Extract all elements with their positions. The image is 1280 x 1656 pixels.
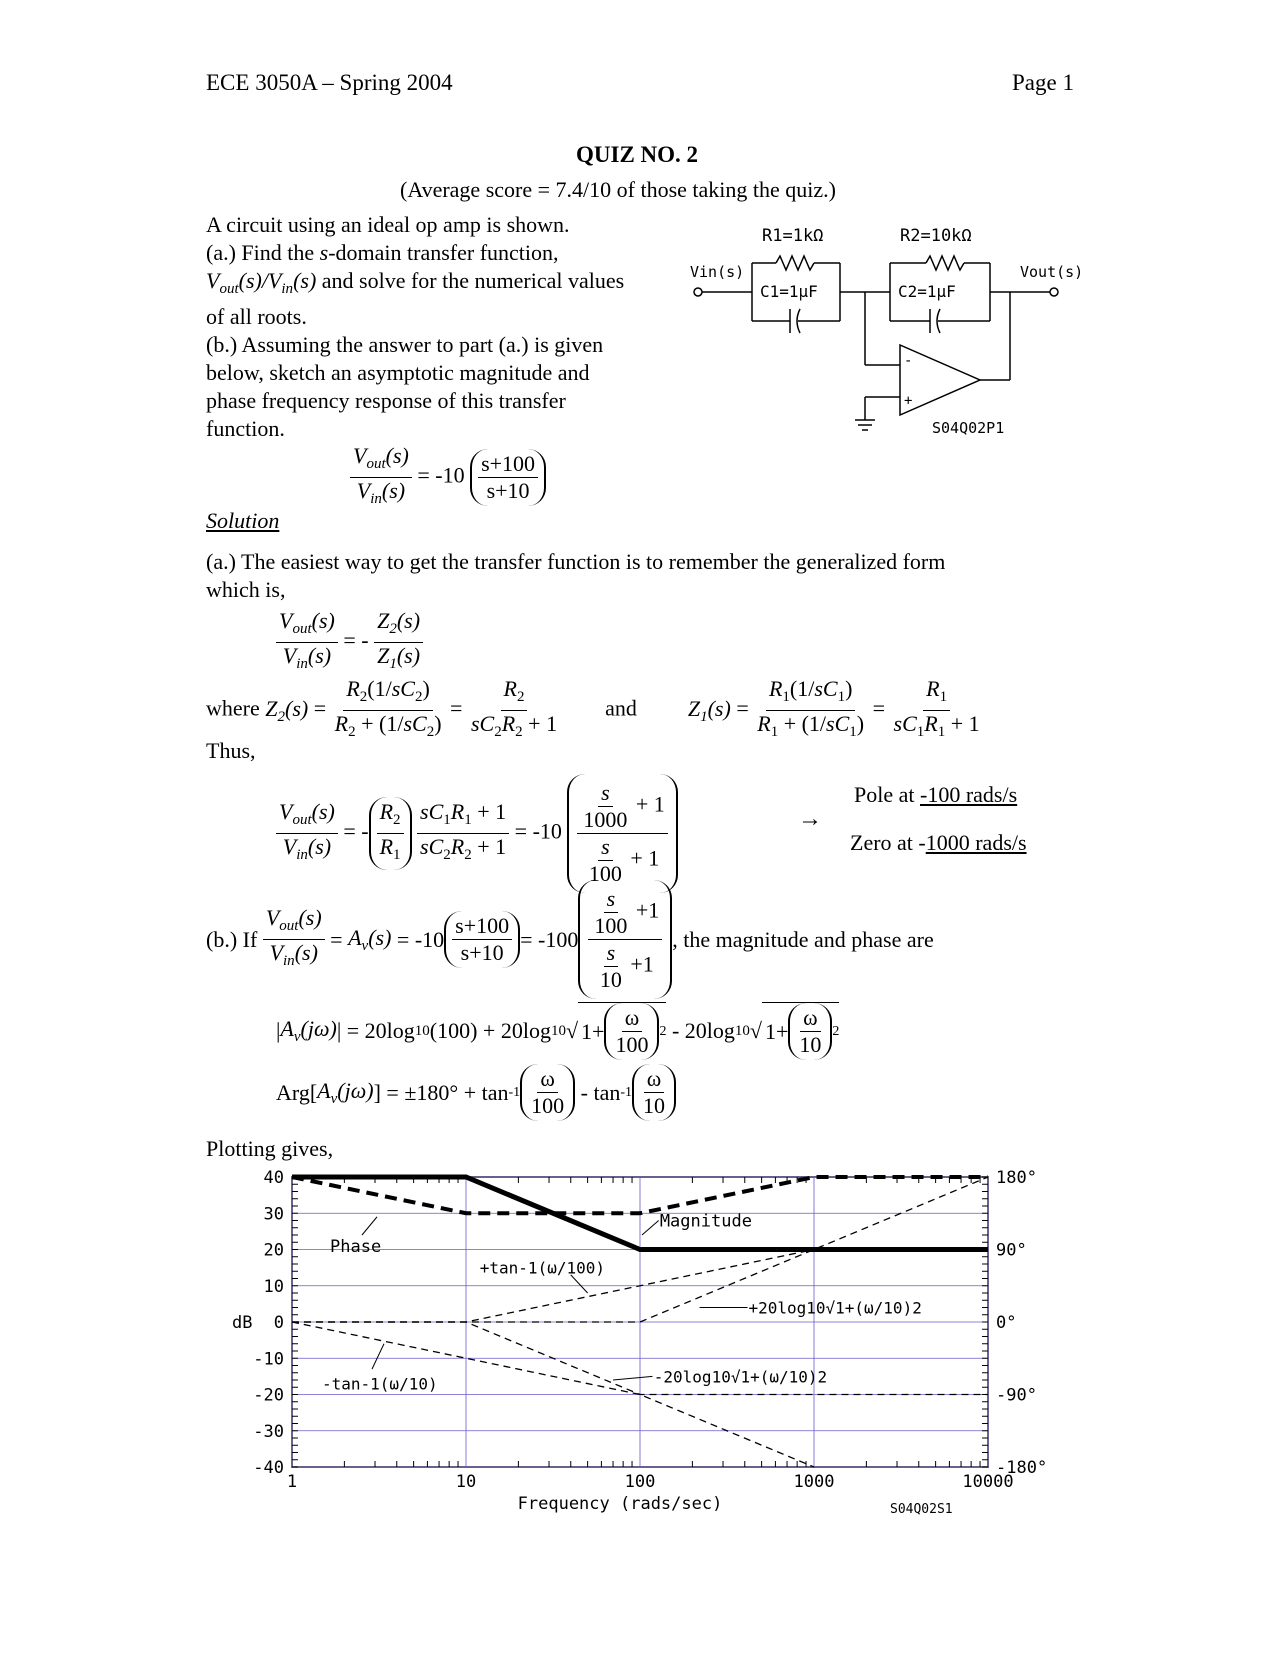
- y-tick-label: 10: [263, 1276, 284, 1297]
- generalized-form-eq: $\frac{V_{out}(s)}{V_{in}(s)}$ = - $\frac{Z_2(s)}{Z_1(s)}$: [276, 608, 423, 677]
- impedance-eq: where $Z_2(s)$ = $\frac{R_2(1/sC_2)}{R_2 + (1/sC_2)}$ = $\frac{R_2}{sC_2R_2 + 1}$ and $Z_1(s)$ = $\frac{R_1(1/sC_1)}{R_1 + (1/sC_1)}$ = $\frac{R_1}{sC_1R_1 + 1}$: [206, 676, 980, 740]
- bode-plot: [220, 1165, 1060, 1525]
- label-tan100: +tan-1(ω/100): [479, 1258, 606, 1278]
- arrow: →: [798, 806, 822, 832]
- thus-label: Thus,: [206, 738, 256, 763]
- opamp-minus: -: [904, 353, 913, 369]
- course-header: ECE 3050A – Spring 2004: [206, 70, 453, 95]
- y2-tick-label: -180°: [996, 1458, 1048, 1478]
- part-b-eq: (b.) If $\frac{V_{out}(s)}{V_{in}(s)}$ = $A_v(s)$ = -10 $\frac{s+100}{s+10}$ = -100 $\frac{s}{100}$ +1 $\frac{s}{10}$ +1 , the magnitude and phase are: [206, 880, 934, 999]
- y-tick-label: -20: [253, 1385, 284, 1406]
- phase-eq: Arg[ $A_v(j\omega)$ ] = ±180° + tan -1 $\frac{\omega}{100}$ - tan -1 $\frac{\omega}{10}$: [276, 1064, 676, 1121]
- solution-heading: Solution: [206, 508, 280, 533]
- label-pointer: [372, 1344, 384, 1369]
- chart-watermark: S04Q02S1: [890, 1502, 953, 1517]
- y2-tick-label: -90°: [996, 1385, 1037, 1406]
- label-phase: Phase: [330, 1236, 382, 1257]
- x-tick-label: 10000: [962, 1472, 1014, 1492]
- r1-label: R1=1kΩ: [762, 226, 824, 246]
- y2-tick-label: 90°: [996, 1240, 1027, 1261]
- x-tick-label: 100: [624, 1472, 656, 1492]
- y-tick-label: 20: [263, 1240, 284, 1261]
- circuit-tag: S04Q02P1: [932, 419, 1005, 437]
- plotting-label: Plotting gives,: [206, 1136, 334, 1161]
- given-transfer-function: $\frac{V_{out}(s)}{V_{in}(s)}$ = -10 $\frac{s+100}{s+10}$: [350, 443, 546, 512]
- y-tick-label: -10: [253, 1349, 284, 1370]
- y-tick-label: -40: [253, 1458, 284, 1478]
- pole-result: Pole at -100 rads/s: [854, 782, 1018, 807]
- label-pointer: [613, 1376, 652, 1380]
- label-minus20log: -20log10√1+(ω/10)2: [653, 1367, 828, 1387]
- y2-tick-label: 180°: [996, 1168, 1037, 1188]
- page-number: Page 1: [1012, 70, 1074, 95]
- label-magnitude: Magnitude: [659, 1211, 752, 1232]
- x-tick-label: 1000: [793, 1472, 835, 1492]
- opamp-plus: +: [904, 393, 913, 409]
- y2-tick-label: 0°: [996, 1313, 1017, 1333]
- vout-label: Vout(s): [1020, 263, 1084, 281]
- label-pointer: [642, 1221, 659, 1236]
- c1-label: C1=1μF: [760, 282, 818, 301]
- x-axis-label: Frequency (rads/sec): [517, 1494, 723, 1514]
- vin-label: Vin(s): [690, 263, 745, 281]
- magnitude-eq: | $A_v(j\omega)$ | = 20log 10 (100) + 20log 10 √ 1+ $\frac{\omega}{100}$ 2 - 20log 10 √ 1+ $\frac{\omega}{10}$ 2: [276, 1002, 839, 1060]
- y-axis-label: dB: [232, 1313, 253, 1333]
- y-tick-label: 0: [273, 1313, 284, 1333]
- x-tick-label: 10: [455, 1472, 477, 1492]
- quiz-subtitle: (Average score = 7.4/10 of those taking the quiz.): [400, 177, 836, 202]
- y-tick-label: 30: [263, 1204, 284, 1225]
- problem-statement: A circuit using an ideal op amp is shown. (a.) Find the s-domain transfer function, $V_{out}(s)/V_{in}(s)$ and solve for the numerical values of all roots. (b.) Assuming the answer to part (a.) is given below, sketch an asymptotic magnitude and phase frequency response of this transfer function.: [206, 212, 625, 441]
- x-tick-label: 1: [286, 1472, 298, 1492]
- part-a-intro: (a.) The easiest way to get the transfer function is to remember the generalized form which is,: [206, 549, 946, 602]
- label-tan10: -tan-1(ω/10): [322, 1374, 438, 1394]
- r2-label: R2=10kΩ: [900, 226, 972, 246]
- derived-transfer-eq: $\frac{V_{out}(s)}{V_{in}(s)}$ = - $\frac{R_2}{R_1}$ $\frac{sC_1R_1 + 1}{sC_2R_2 + 1}$ = -10 $\frac{s}{1000}$ + 1 $\frac{s}{100}$ + 1: [276, 774, 678, 893]
- label-plus20log: +20log10√1+(ω/10)2: [748, 1298, 922, 1318]
- c2-label: C2=1μF: [898, 282, 956, 301]
- quiz-title: QUIZ NO. 2: [576, 142, 699, 167]
- y-tick-label: 40: [263, 1168, 284, 1188]
- y-tick-label: -30: [253, 1421, 284, 1442]
- op-amp-circuit: [690, 225, 1084, 455]
- zero-result: Zero at -1000 rads/s: [850, 830, 1027, 855]
- label-pointer: [362, 1217, 377, 1235]
